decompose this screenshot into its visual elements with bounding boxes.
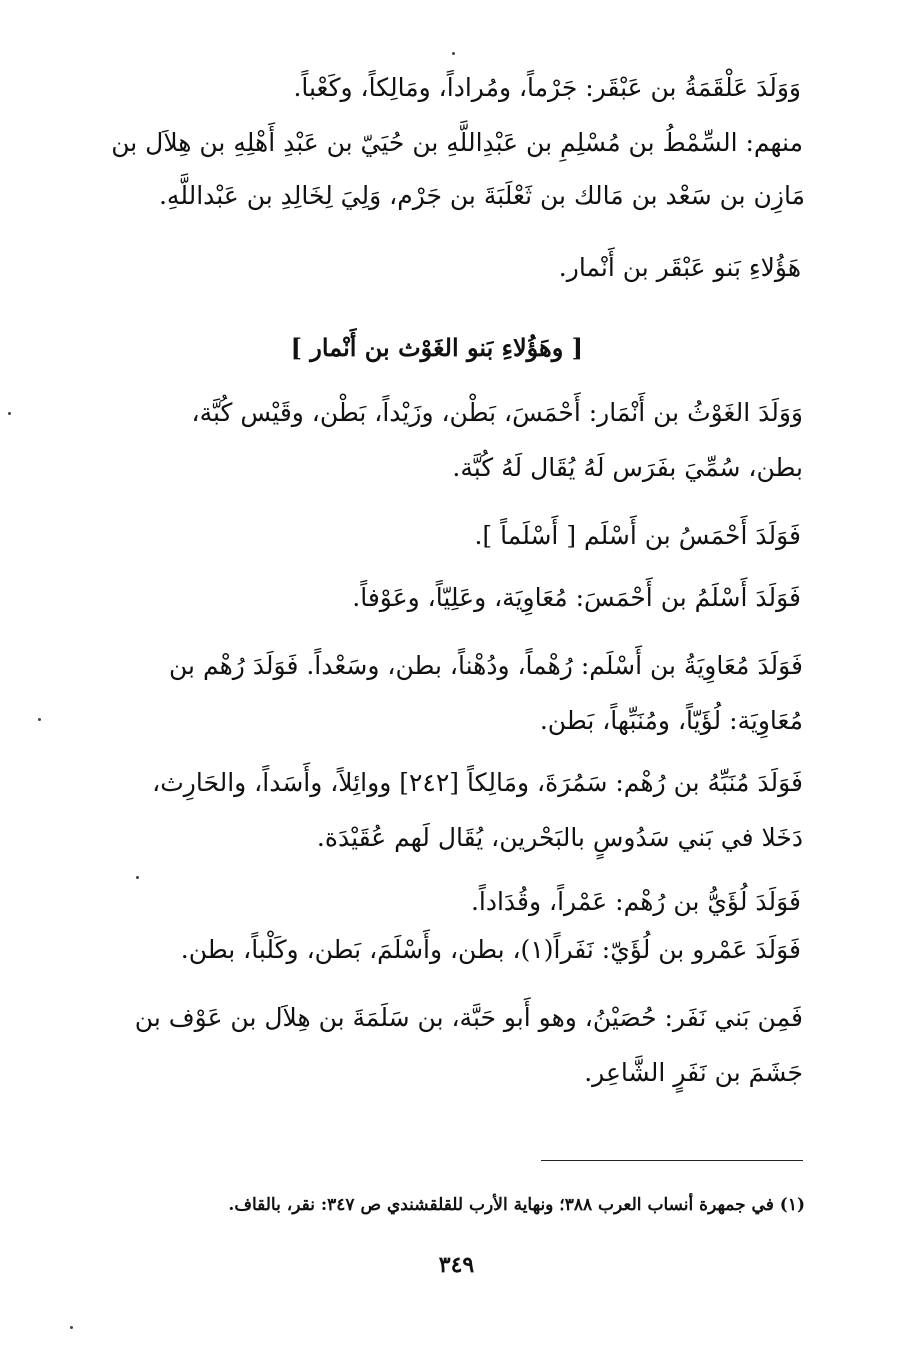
text-line-9: فَوَلَدَ أَسْلَمُ بن أَحْمَسَ: مُعَاوِيَة، وعَلِيّاً، وعَوْفاً. [352,583,801,612]
footnote-divider [541,1160,803,1161]
text-line-15: فَوَلَدَ عَمْرو بن لُؤَيّ: نَفَراً(١)، بطن، وأَسْلَمَ، بَطن، وكَلْباً، بطن. [180,935,801,964]
text-line-8: فَوَلَدَ أَحْمَسُ بن أَسْلَم [ أَسْلَماً ]. [474,521,801,550]
text-line-7: بطن، سُمِّيَ بفَرَس لَهُ يُقَال لَهُ كُبَّة. [452,453,803,482]
section-heading: [ وهَؤُلاءِ بَنو الغَوْث بن أَنْمار ] [290,333,583,362]
text-line-14: فَوَلَدَ لُؤَيُّ بن رُهْم: عَمْراً، وقُدَاداً. [470,887,801,916]
text-line-12: فَوَلَدَ مُنَبِّهُ بن رُهْم: سَمُرَةَ، ومَالِكاً [٢٤٢] ووائِلاً، وأَسَداً، والحَارِث، [152,768,803,797]
scan-speck [8,412,11,415]
text-line-11: مُعَاوِيَة: لُؤَيّاً، ومُنَبِّهاً، بَطن. [539,706,803,735]
scan-speck [136,876,139,879]
footnote: (١) في جمهرة أنساب العرب ٣٨٨؛ ونهاية الأرب للقلقشندي ص ٣٤٧: نقر، بالقاف. [228,1195,805,1215]
text-line-3: مَازِن بن سَعْد بن مَالك بن ثَعْلَبَةَ بن جَرْم، وَلِيَ لِخَالِدِ بن عَبْداللَّهِ. [158,181,805,210]
text-line-10: فَوَلَدَ مُعَاوِيَةُ بن أَسْلَم: رُهْماً، ودُهْناً، بطن، وسَعْداً. فَوَلَدَ رُهْم بن [169,651,803,680]
page-number: ٣٤٩ [438,1252,475,1278]
text-line-1: وَوَلَدَ عَلْقَمَةُ بن عَبْقَر: جَرْماً، ومُراداً، ومَالِكاً، وكَعْباً. [293,73,801,102]
text-line-16: فَمِن بَني نَفَر: حُصَيْنُ، وهو أَبو حَبَّة، بن سَلَمَةَ بن هِلاَل بن عَوْف بن [134,1003,803,1032]
scan-speck [70,1326,73,1329]
text-line-13: دَخَلا في بَني سَدُوسٍ بالبَحْرين، يُقَال لَهم عُقَيْدَة. [316,823,803,852]
scan-speck [452,52,455,55]
text-line-6: وَوَلَدَ الغَوْثُ بن أَنْمَار: أَحْمَسَ، بَطْن، وزَيْداً، بَطْن، وقَيْس كُبَّة، [191,398,803,427]
text-line-2: منهم: السِّمْطُ بن مُسْلِمِ بن عَبْدِاللَّهِ بن حُيَيّ بن عَبْدِ أَهْلِهِ بن هِلاَل بن [111,128,803,157]
text-line-17: جَشَمَ بن نَفَرٍ الشَّاعِر. [584,1058,803,1087]
scan-speck [38,718,41,721]
text-line-4: هَؤُلاءِ بَنو عَبْقَر بن أَنْمار. [558,253,801,282]
